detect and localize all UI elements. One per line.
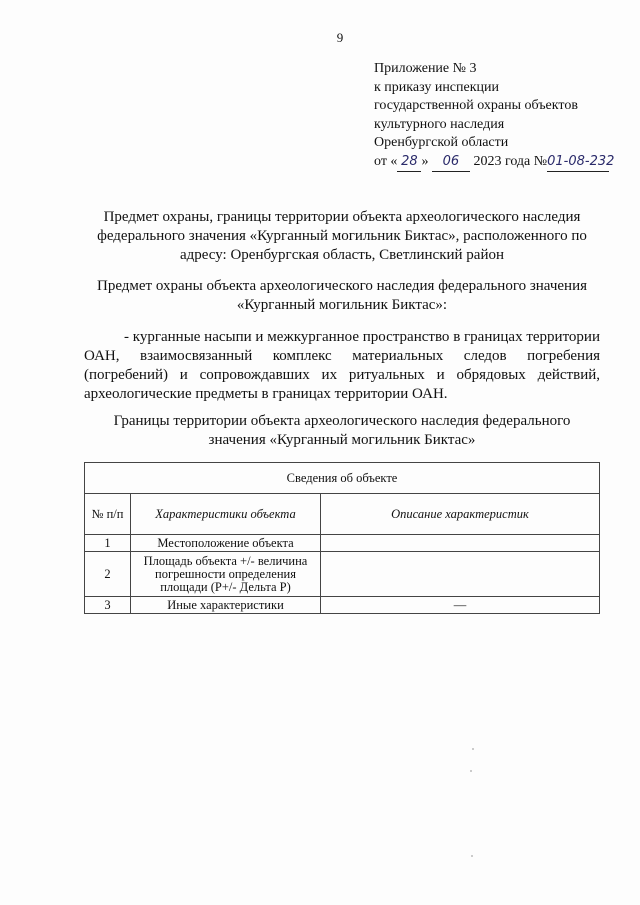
column-header: № п/п — [85, 494, 131, 535]
heading-line: адресу: Оренбургская область, Светлинский район — [179, 247, 505, 263]
object-info-table — [84, 462, 600, 614]
date-prefix: от « — [374, 153, 398, 169]
appendix-line: государственной охраны объектов — [374, 98, 578, 113]
date-day: 28 — [397, 153, 421, 173]
heading-line: Предмет охраны объекта археологического наследия федерального значения — [96, 278, 588, 294]
date-month: 06 — [432, 153, 470, 173]
date-year: 2023 года № — [473, 153, 548, 169]
row-number: 1 — [85, 535, 131, 552]
heading-line: «Курганный могильник Биктас»: — [236, 297, 448, 313]
order-number: 01-08-232 — [547, 153, 609, 173]
borders-heading — [84, 412, 600, 450]
appendix-line: Оренбургской области — [374, 135, 509, 150]
appendix-line: к приказу инспекции — [374, 79, 500, 95]
column-header: Характеристики объекта — [131, 494, 321, 535]
date-mid: » — [421, 153, 429, 169]
scan-speck — [471, 855, 473, 857]
order-date-line — [374, 153, 615, 173]
table-row — [85, 535, 600, 552]
main-heading — [84, 208, 600, 265]
row-number: 2 — [85, 552, 131, 597]
appendix-line: культурного наследия — [374, 116, 505, 132]
row-number: 3 — [85, 597, 131, 614]
table-row — [85, 552, 600, 597]
subject-body: - курганные насыпи и межкурганное пространство в границах территории ОАН, взаимосвязанный комплекс материальных следов погребения (погребений) и сопровождавших их ритуальных и обрядовых действий, археологические предметы в границах территории ОАН. — [84, 329, 600, 402]
scan-speck — [470, 770, 472, 772]
row-description — [321, 552, 600, 597]
heading-line: Границы территории объекта археологического наследия федерального — [113, 413, 571, 429]
heading-line: Предмет охраны, границы территории объекта археологического наследия — [103, 209, 581, 225]
row-description: — — [321, 597, 600, 614]
row-characteristic: Иные характеристики — [131, 597, 321, 614]
table-title: Сведения об объекте — [85, 463, 600, 494]
row-characteristic: Площадь объекта +/- величина погрешности определения площади (Р+/- Дельта Р) — [131, 552, 321, 597]
row-description — [321, 535, 600, 552]
appendix-line: Приложение № 3 — [374, 61, 477, 76]
heading-line: значения «Курганный могильник Биктас» — [208, 432, 476, 448]
row-characteristic: Местоположение объекта — [131, 535, 321, 552]
subject-heading — [84, 277, 600, 315]
heading-line: федерального значения «Курганный могильник Биктас», расположенного по — [97, 228, 587, 244]
table-row — [85, 597, 600, 614]
appendix-block — [374, 60, 615, 172]
scan-speck — [472, 748, 474, 750]
page-number: 9 — [336, 30, 344, 45]
column-header: Описание характеристик — [321, 494, 600, 535]
